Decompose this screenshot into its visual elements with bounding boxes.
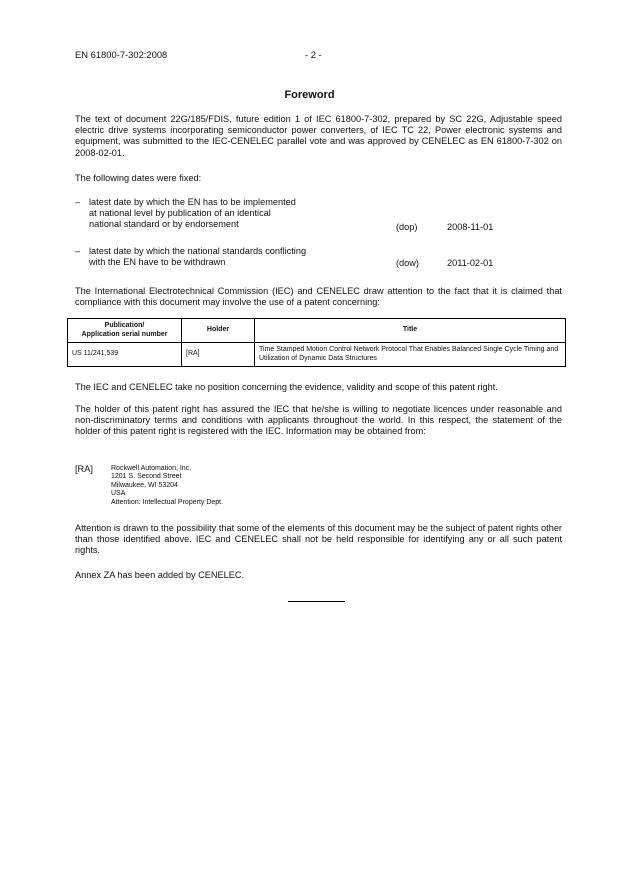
end-divider <box>288 601 345 602</box>
date-item-text <box>89 197 389 231</box>
cell-holder: [RA] <box>182 343 255 367</box>
holder-address <box>111 465 223 507</box>
date-item-text <box>89 246 389 268</box>
document-id: EN 61800-7-302:2008 <box>75 49 168 60</box>
cell-title: Time Stamped Motion Control Network Protocol That Enables Balanced Single Cycle Timing and Utilization of Dynamic Data Structures <box>255 343 566 367</box>
column-header-holder: Holder <box>182 319 255 343</box>
column-header-title: Title <box>255 319 566 343</box>
date-value: 2008-11-01 <box>447 222 494 232</box>
patent-table <box>67 318 566 367</box>
holder-paragraph-text: The holder of this patent right has assured the IEC that he/she is willing to negotiate licences under reasonable and non-discriminatory terms and conditions with applicants throughout the world. In this respect, the statement of the holder of this patent right is registered with the IEC. Information may be obtained from: <box>75 404 562 437</box>
intro-paragraph-text: The text of document 22G/185/FDIS, future edition 1 of IEC 61800-7-302, prepared by SC 22G, Adjustable speed electric drive systems incorporating semiconductor power converters, of IEC TC 22, Power electronic systems and equipment, was submitted to the IEC-CENELEC parallel vote and was approved by CENELEC as EN 61800-7-302 on 2008-02-01. <box>75 114 562 158</box>
date-item-line: latest date by which the national standards conflicting <box>89 246 307 256</box>
page-number: - 2 - <box>305 49 322 60</box>
holder-paragraph <box>75 404 562 438</box>
intro-paragraph <box>75 114 562 159</box>
date-item-line: at national level by publication of an identical <box>89 208 271 219</box>
no-position-paragraph: The IEC and CENELEC take no position concerning the evidence, validity and scope of this patent right. <box>75 382 498 392</box>
date-item-dop <box>75 197 562 233</box>
date-item-dow <box>75 246 562 271</box>
date-item-line: with the EN have to be withdrawn <box>89 257 226 268</box>
date-code: (dow) <box>396 258 419 268</box>
address-line: Milwaukee, WI 53204 <box>111 481 178 489</box>
attention-paragraph <box>75 523 562 557</box>
dash-bullet: – <box>75 197 81 207</box>
page-title: Foreword <box>284 89 335 101</box>
address-line: USA <box>111 490 126 498</box>
patent-intro-paragraph <box>75 286 562 308</box>
date-item-line: national standard or by endorsement <box>89 219 239 230</box>
date-value: 2011-02-01 <box>447 258 494 268</box>
address-line: Attention: Intellectual Property Dept. <box>111 498 224 506</box>
attention-paragraph-text: Attention is drawn to the possibility that some of the elements of this document may be the subject of patent rights other than those identified above. IEC and CENELEC shall not be held responsible for identifying any or all such patent rights. <box>75 523 562 556</box>
date-code: (dop) <box>396 222 418 232</box>
cell-serial-number: US 11/241,539 <box>68 343 182 367</box>
column-header-line: Publication/ <box>104 322 145 330</box>
table-header-row <box>68 319 566 343</box>
table-row <box>68 343 566 367</box>
patent-intro-text: The International Electrotechnical Commission (IEC) and CENELEC draw attention to the fact that it is claimed that compliance with this document may involve the use of a patent concerning: <box>75 286 562 308</box>
annex-note: Annex ZA has been added by CENELEC. <box>75 570 245 580</box>
column-header-line: Application serial number <box>81 330 168 338</box>
address-line: Rockwell Automation, Inc. <box>111 465 192 472</box>
date-item-line: latest date by which the EN has to be implemented <box>89 197 296 207</box>
dates-intro: The following dates were fixed: <box>75 173 202 183</box>
dash-bullet: – <box>75 246 81 256</box>
holder-tag: [RA] <box>75 464 93 474</box>
address-line: 1201 S. Second Street <box>111 473 182 481</box>
column-header-publication <box>68 319 182 343</box>
